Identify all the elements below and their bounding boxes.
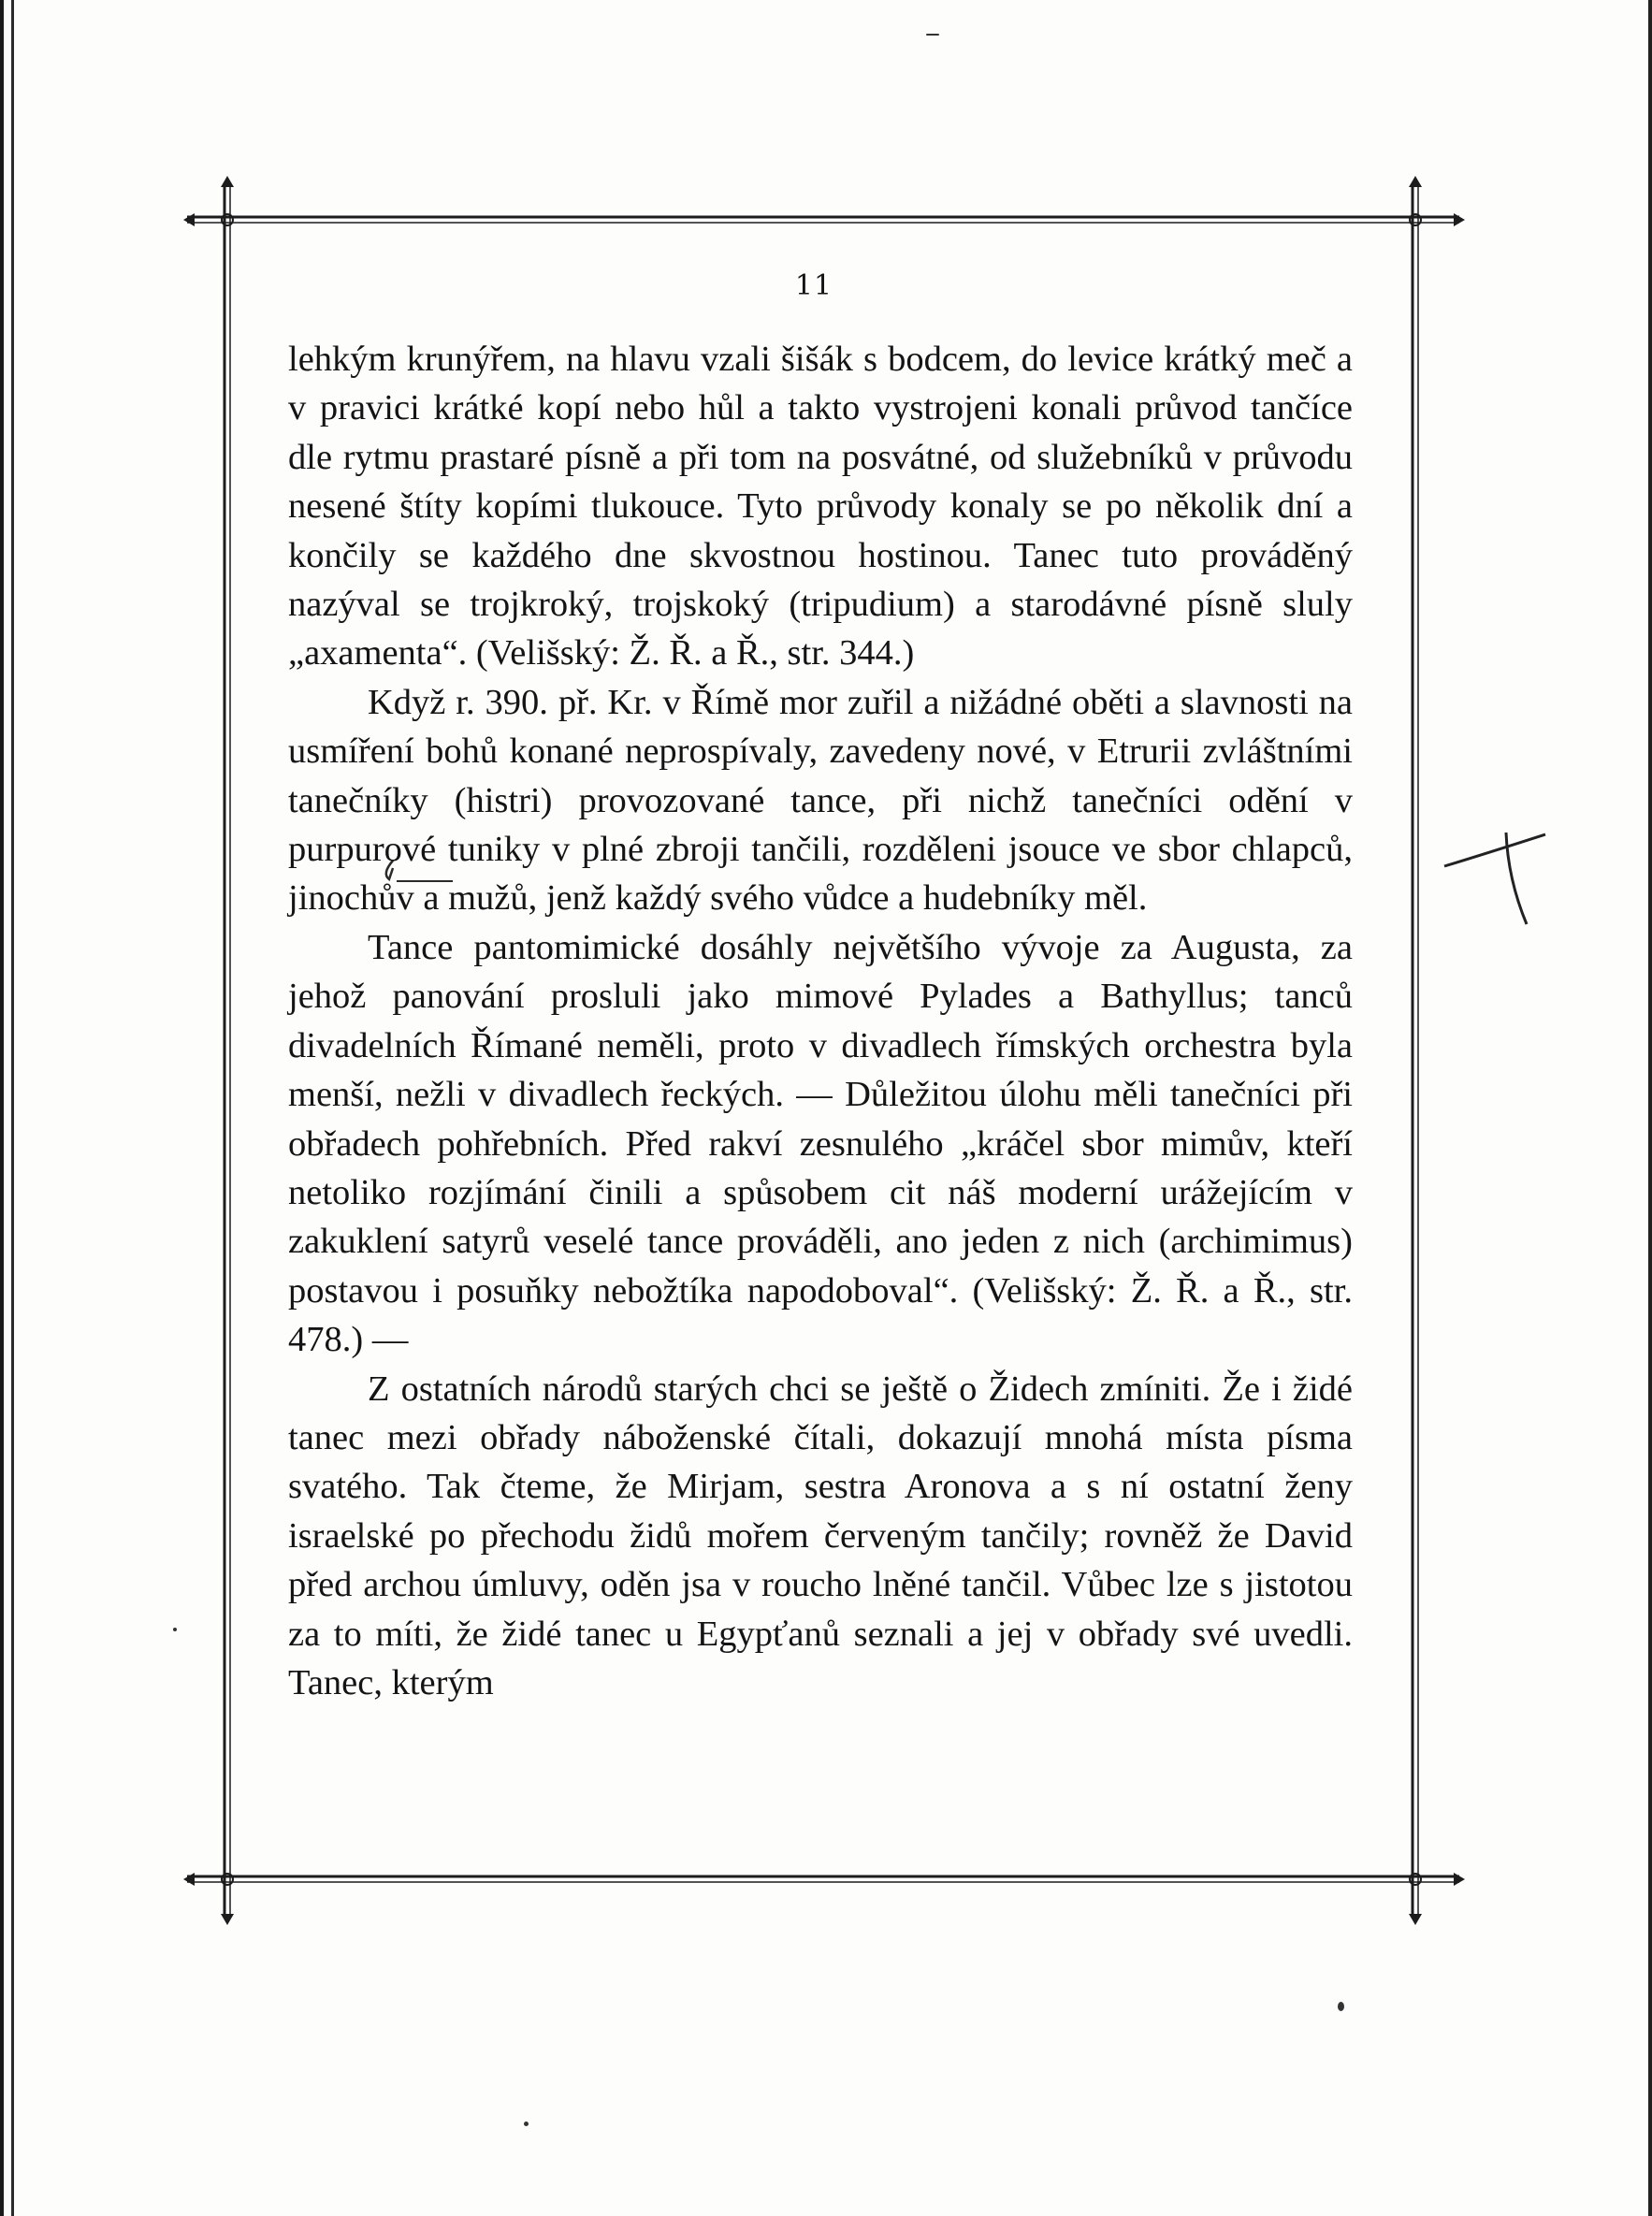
paragraph-2: Když r. 390. př. Kr. v Římě mor zuřil a nižádné oběti a slavnosti na usmíření bohů konané neprospívaly, zavedeny nové, v Etrurii zvláštními tanečníky (histri) provozované tance, při nichž tanečníci odění v purpurové tuniky v plné zbroji tančili, rozděleni jsouce ve sbor chlapců, jinochův a mužů, jenž každý svého vůdce a hudebníky měl. <box>288 682 1353 919</box>
page-number: 11 <box>794 269 833 302</box>
scan-speck <box>524 2122 529 2126</box>
scan-speck <box>1338 2002 1344 2011</box>
paragraph-1: lehkým krunýřem, na hlavu vzali šišák s bodcem, do levice krátký meč a v pravici krátké kopí nebo hůl a takto vystrojeni konali průvod tančíce dle rytmu prastaré písně a při tom na posvátné, od služebníků v průvodu nesené štíty kopími tlukouce. Tyto průvody konaly se po několik dní a končily se každého dne skvostnou hostinou. Tanec tuto prováděný nazýval se trojkroký, trojskoký (tripudium) a starodávné písně sluly „axamenta“. (Velišský: Ž. Ř. a Ř., str. 344.) <box>288 340 1353 673</box>
scan-speck <box>926 34 939 36</box>
paragraph-3: Tance pantomimické dosáhly největšího vývoje za Augusta, za jehož panování prosluli jako mimové Pylades a Bathyllus; tanců divadelních Římané neměli, proto v divadlech římských orchestra byla menší, nežli v divadlech řeckých. — Důležitou úlohu měli tanečníci při obřadech pohřebních. Před rakví zesnulého „kráčel sbor mimův, kteří netoliko rozjímání činili a spůsobem cit náš moderní urážejícím v zakuklení satyrů veselé tance prováděli, ano jeden z nich (archimimus) postavou i posuňky nebožtíka napodoboval“. (Velišský: Ž. Ř. a Ř., str. 478.) — <box>288 927 1353 1360</box>
body-text <box>288 335 1353 1707</box>
scan-edge-right <box>1648 0 1652 2216</box>
pencil-cross-mark <box>1441 814 1553 935</box>
scan-speck <box>173 1628 177 1631</box>
paragraph-4: Z ostatních národů starých chci se ještě o Židech zmíniti. Že i židé tanec mezi obřady náboženské čítali, dokazují mnohá místa písma svatého. Tak čteme, že Mirjam, sestra Aronova a s ní ostatní ženy israelské po přechodu židů mořem červeným tančily; rovněž že David před archou úmluvy, oděn jsa v roucho lněné tančil. Vůbec lze s jistotou za to míti, že židé tanec u Egypťanů seznali a jej v obřady své uvedli. Tanec, kterým <box>288 1369 1353 1702</box>
scan-edge-left <box>0 0 21 2216</box>
